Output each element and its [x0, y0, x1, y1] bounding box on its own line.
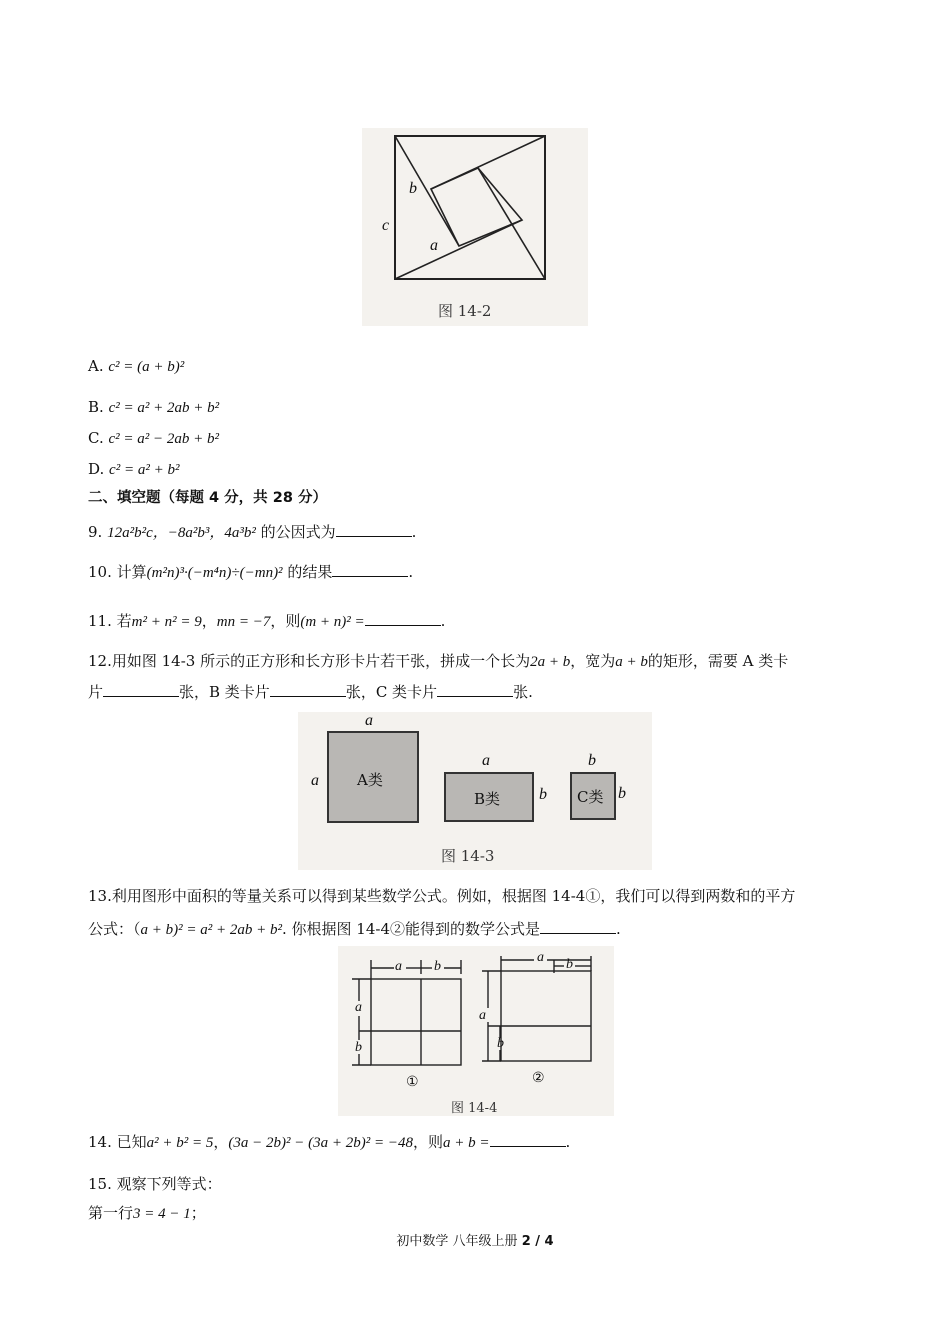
- q13-text1: 利用图形中面积的等量关系可以得到某些数学公式。例如，根据图 14-4①，我们可以得到两数和的平方: [111, 887, 796, 905]
- q11-expr2: mn = −7: [216, 614, 271, 630]
- q11-expr1: m² + n² = 9: [131, 614, 202, 630]
- option-d-label: D.: [88, 460, 105, 478]
- q13-end: .: [616, 920, 621, 938]
- page-number: 2 / 4: [521, 1234, 554, 1249]
- q12-blank-a[interactable]: [103, 682, 179, 697]
- q12-line2-c: 张.: [513, 683, 533, 701]
- question-11: [88, 611, 445, 632]
- card-b-label: B类: [474, 790, 501, 808]
- q14-blank[interactable]: [490, 1132, 566, 1147]
- q11-number: 11.: [88, 612, 112, 630]
- q14-expr2: (3a − 2b)² − (3a + 2b)² = −48: [228, 1135, 414, 1151]
- q12-text1: 用如图 14-3 所示的正方形和长方形卡片若干张，拼成一个长为: [111, 652, 531, 670]
- option-d: [88, 459, 179, 480]
- fig14-4-1-side-b: b: [355, 1040, 362, 1055]
- figure-14-4: [338, 946, 614, 1116]
- question-12-line-2: [88, 682, 533, 702]
- card-c: [570, 772, 616, 820]
- question-9: [88, 522, 416, 543]
- q10-blank[interactable]: [332, 562, 408, 577]
- option-a-expr: c² = (a + b)²: [108, 359, 185, 375]
- fig14-3-caption: 图 14-3: [441, 847, 495, 865]
- q14-sep: ，: [213, 1133, 229, 1151]
- question-14: [88, 1132, 570, 1153]
- q11-end: .: [440, 612, 446, 630]
- q13-blank[interactable]: [540, 919, 616, 934]
- row1-expr: 3 = 4 − 1: [133, 1206, 191, 1222]
- q13-line2-pre: 公式：（: [88, 920, 141, 938]
- fig14-2-caption: 图 14-2: [438, 302, 492, 320]
- fig14-4-sub1: ①: [406, 1074, 419, 1090]
- option-d-expr: c² = a² + b²: [109, 462, 180, 478]
- q14-pre: 已知: [116, 1133, 147, 1151]
- q10-number: 10.: [88, 563, 112, 581]
- card-a: [327, 731, 419, 823]
- q12-line2-b: 张，C 类卡片: [345, 683, 438, 701]
- figure-14-3: [298, 712, 652, 870]
- q12-expr1: 2a + b: [530, 654, 571, 670]
- q10-expr: (m²n)³·(−m⁴n)÷(−mn)²: [146, 565, 283, 581]
- q12-blank-c[interactable]: [437, 682, 513, 697]
- q12-line2-pre: 片: [88, 683, 104, 701]
- q11-pre: 若: [116, 612, 132, 630]
- fig14-4-2-side-a: a: [479, 1008, 486, 1023]
- fig14-4-2-top-a: a: [537, 950, 544, 965]
- card-c-side-label: b: [618, 785, 626, 802]
- card-a-label: A类: [357, 771, 383, 789]
- q12-expr2: a + b: [615, 654, 648, 670]
- footer-text: 初中数学 八年级上册: [396, 1234, 518, 1249]
- q10-text: 的结果: [287, 563, 333, 581]
- card-b: [444, 772, 534, 822]
- q12-blank-b[interactable]: [270, 682, 346, 697]
- question-13-line-1: [88, 886, 795, 906]
- q11-mid: ，则: [270, 612, 301, 630]
- figure-14-2: [362, 128, 588, 326]
- q9-blank[interactable]: [336, 522, 412, 537]
- fig14-4-caption: 图 14-4: [451, 1101, 498, 1116]
- section-2-heading: 二、填空题（每题 4 分，共 28 分）: [88, 490, 327, 506]
- card-b-side-label: b: [539, 786, 547, 803]
- fig14-2-label-a: a: [430, 237, 438, 254]
- fig14-4-2-top-b: b: [566, 957, 573, 972]
- q14-number: 14.: [88, 1133, 112, 1151]
- fig14-4-1-top-a: a: [395, 959, 402, 974]
- q12-text2: ，宽为: [570, 652, 616, 670]
- question-13-line-2: [88, 919, 621, 940]
- option-b-label: B.: [88, 398, 104, 416]
- question-15: [88, 1174, 222, 1194]
- option-c-expr: c² = a² − 2ab + b²: [108, 431, 220, 447]
- q12-text3: 的矩形，需要 A 类卡: [647, 652, 789, 670]
- q14-end: .: [565, 1133, 571, 1151]
- fig14-2-label-c: c: [382, 217, 390, 234]
- q14-expr1: a² + b² = 5: [146, 1135, 214, 1151]
- q9-text: 的公因式为: [260, 523, 336, 541]
- q13-number: 13.: [88, 887, 112, 905]
- q10-end: .: [408, 563, 414, 581]
- page-footer: [0, 1230, 950, 1249]
- card-a-top-label: a: [365, 712, 373, 729]
- fig14-2-label-b: b: [409, 180, 417, 197]
- q15-text: 观察下列等式：: [116, 1175, 222, 1193]
- question-12-line-1: [88, 651, 788, 672]
- row-1: [88, 1203, 206, 1224]
- card-c-top-label: b: [588, 752, 596, 769]
- fig14-4-1-side-a: a: [355, 1000, 362, 1015]
- card-b-top-label: a: [482, 752, 490, 769]
- q13-formula: a + b)² = a² + 2ab + b²: [140, 922, 282, 938]
- option-c: [88, 428, 219, 449]
- option-b-expr: c² = a² + 2ab + b²: [108, 400, 220, 416]
- q11-expr3: (m + n)² =: [300, 614, 365, 630]
- option-a-label: A.: [88, 357, 104, 375]
- question-10: [88, 562, 413, 583]
- q11-blank[interactable]: [365, 611, 441, 626]
- card-c-label: C类: [577, 788, 604, 806]
- q9-number: 9.: [88, 523, 103, 541]
- q14-mid: ，则: [413, 1133, 444, 1151]
- q13-line2-post: . 你根据图 14-4②能得到的数学公式是: [282, 920, 541, 938]
- q14-expr3: a + b =: [443, 1135, 490, 1151]
- q9-expr: 12a²b²c，−8a²b³，4a³b²: [107, 525, 256, 541]
- q15-number: 15.: [88, 1175, 112, 1193]
- option-a: [88, 356, 184, 377]
- q9-end: .: [411, 523, 417, 541]
- option-c-label: C.: [88, 429, 104, 447]
- q12-number: 12.: [88, 652, 112, 670]
- fig14-4-2-side-b: b: [497, 1036, 504, 1051]
- row1-end: ；: [190, 1204, 206, 1222]
- card-a-side-label: a: [311, 772, 319, 789]
- fig14-4-1-top-b: b: [434, 959, 441, 974]
- q11-sep: ，: [201, 612, 217, 630]
- option-b: [88, 397, 219, 418]
- q12-line2-a: 张，B 类卡片: [179, 683, 270, 701]
- row1-pre: 第一行: [88, 1204, 134, 1222]
- fig14-4-sub2: ②: [532, 1070, 545, 1086]
- figure-14-2-drawing: [362, 128, 588, 326]
- q10-pre: 计算: [116, 563, 147, 581]
